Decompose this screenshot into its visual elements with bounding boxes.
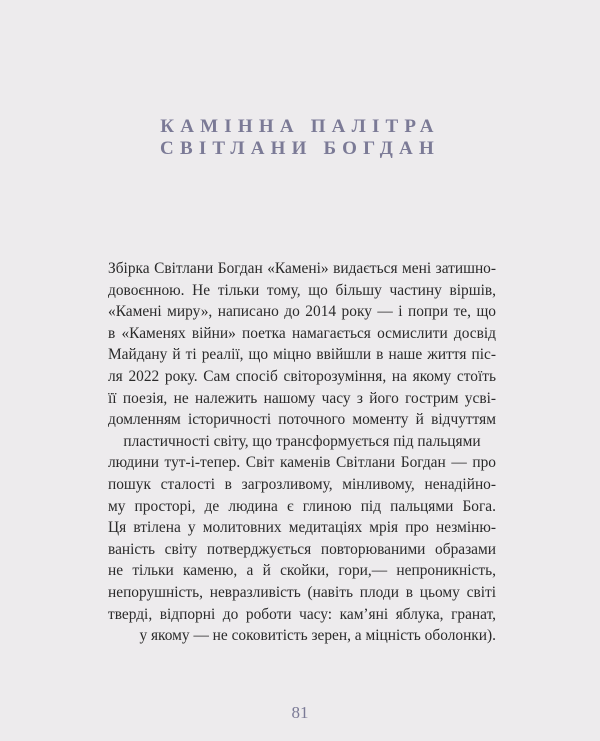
text-line: му просторі, де людина є глиною під пальцями Бога.	[108, 497, 496, 515]
text-line: в «Каменях війни» поетка намагається осмислити досвід	[108, 324, 496, 342]
chapter-title-line-1: КАМІННА ПАЛІТРА	[160, 116, 440, 137]
text-line: її поезія, не належить нашому часу з його гострим усві-	[108, 389, 496, 407]
chapter-title-line-2: СВІТЛАНИ БОГДАН	[160, 138, 440, 159]
text-line: не тільки каменю, а й скойки, гори,— непроникність,	[108, 562, 496, 580]
text-line: домленням історичності поточного моменту й відчуттям	[108, 411, 496, 429]
text-line: ля 2022 року. Сам спосіб світорозуміння, на якому стоїть	[108, 367, 496, 385]
text-line: пластичності світу, що трансформується під пальцями	[123, 432, 481, 450]
text-line: Майдану й ті реалії, що міцно ввійшли в наше життя піс-	[108, 346, 496, 364]
body-paragraph	[108, 258, 496, 647]
text-line: людини тут-і-тепер. Світ каменів Світлани Богдан — про	[108, 454, 496, 472]
text-line: пошук сталості в загрозливому, мінливому, ненадійно-	[108, 475, 496, 493]
text-line: у якому — не соковитість зерен, а міцність оболонки).	[139, 627, 496, 645]
text-line: ваність світу потверджується повторюваними образами	[108, 540, 496, 558]
text-line: «Камені миру», написано до 2014 року — і попри те, що	[108, 303, 496, 321]
text-line: тверді, відпорні до роботи часу: кам’яні яблука, гранат,	[108, 605, 496, 623]
text-line: довоєнною. Не тільки тому, що більшу частину віршів,	[108, 281, 496, 299]
text-line: Ця втілена у молитовних медитаціях мрія про незміню-	[108, 519, 496, 537]
page-number: 81	[291, 703, 309, 722]
text-line: непорушність, невразливість (навіть плоди в цьому світі	[108, 583, 496, 601]
text-line: Збірка Світлани Богдан «Камені» видається мені затишно-	[108, 260, 496, 277]
